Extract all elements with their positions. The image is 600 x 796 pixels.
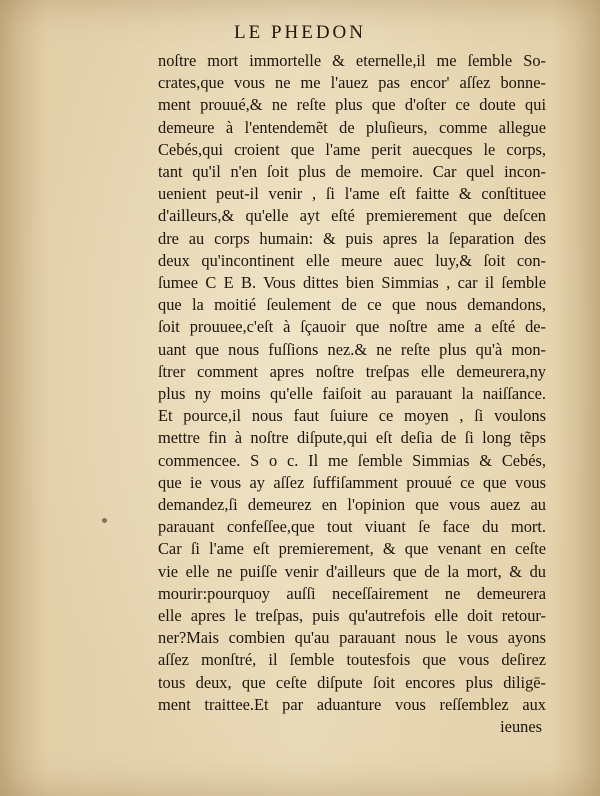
text-line: uant que nous fuſſions nez.& ne reſte plus qu'à mon-	[158, 339, 546, 359]
text-line: ſumee C E B. Vous dittes bien Simmias , car il ſemble	[158, 273, 546, 293]
text-line: que ie vous ay aſſez ſuffiſamment prouué ce que vous	[158, 472, 546, 492]
text-line: mourir:pourquoy auſſi neceſſairement ne demeurera	[158, 583, 546, 603]
text-line: vie elle ne puiſſe venir d'ailleurs que de la mort, & du	[158, 561, 546, 581]
text-line: d'ailleurs,& qu'elle ayt eſté premierement que deſcen	[158, 206, 546, 226]
text-line: ſoit prouuee,c'eſt à ſçauoir que noſtre ame a eſté de-	[158, 317, 546, 337]
text-line: deux qu'incontinent elle meure auec luy,& ſoit con-	[158, 250, 546, 270]
text-line: dre au corps humain: & puis apres la ſeparation des	[158, 228, 546, 248]
text-line: demandez,ſi demeurez en l'opinion que vous auez au	[158, 495, 546, 515]
text-line: plus ny moins qu'elle faiſoit au parauant la naiſſance.	[158, 384, 546, 404]
text-line: mettre fin à noſtre diſpute,qui eſt deſia de ſi long tẽps	[158, 428, 546, 448]
text-line: tous deux, que ceſte diſpute ſoit encores plus diligē-	[158, 672, 546, 692]
catchword: ieunes	[500, 717, 542, 737]
text-line: ment prouué,& ne reſte plus que d'oſter ce doute qui	[158, 95, 546, 115]
text-line: ment traittee.Et par aduanture vous reſſemblez aux	[158, 694, 546, 714]
text-line: crates,que vous ne me l'auez pas encor' aſſez bonne-	[158, 73, 546, 93]
text-line: Car ſi l'ame eſt premierement, & que venant en ceſte	[158, 539, 546, 559]
text-line: parauant confeſſee,que tout viuant ſe face du mort.	[158, 517, 546, 537]
text-line: aſſez monſtré, il ſemble toutesfois que vous deſirez	[158, 650, 546, 670]
body-text	[158, 50, 546, 738]
text-line: que la moitié ſeulement de ce que nous demandons,	[158, 295, 546, 315]
text-line: elle apres le treſpas, puis qu'autrefois elle doit retour-	[158, 606, 546, 626]
text-line: commencee. S o c. Il me ſemble Simmias & Cebés,	[158, 450, 546, 470]
text-line: ſtrer comment apres noſtre treſpas elle demeurera,ny	[158, 361, 546, 381]
text-line: uenient peut-il venir , ſi l'ame eſt faitte & conſtituee	[158, 184, 546, 204]
binding-hole-mark	[102, 518, 107, 523]
text-line: tant qu'il n'en ſoit plus de memoire. Car quel incon-	[158, 162, 546, 182]
running-head: LE PHEDON	[233, 22, 367, 43]
text-line: noſtre mort immortelle & eternelle,il me ſemble So-	[158, 51, 546, 70]
text-line: ner?Mais combien qu'au parauant nous le vous ayons	[158, 628, 546, 648]
text-line: Cebés,qui croient que l'ame perit auecques le corps,	[158, 139, 546, 159]
text-line: Et pource,il nous faut ſuiure ce moyen , ſi voulons	[158, 406, 546, 426]
text-line: demeure à l'entendemẽt de pluſieurs, comme allegue	[158, 117, 546, 137]
